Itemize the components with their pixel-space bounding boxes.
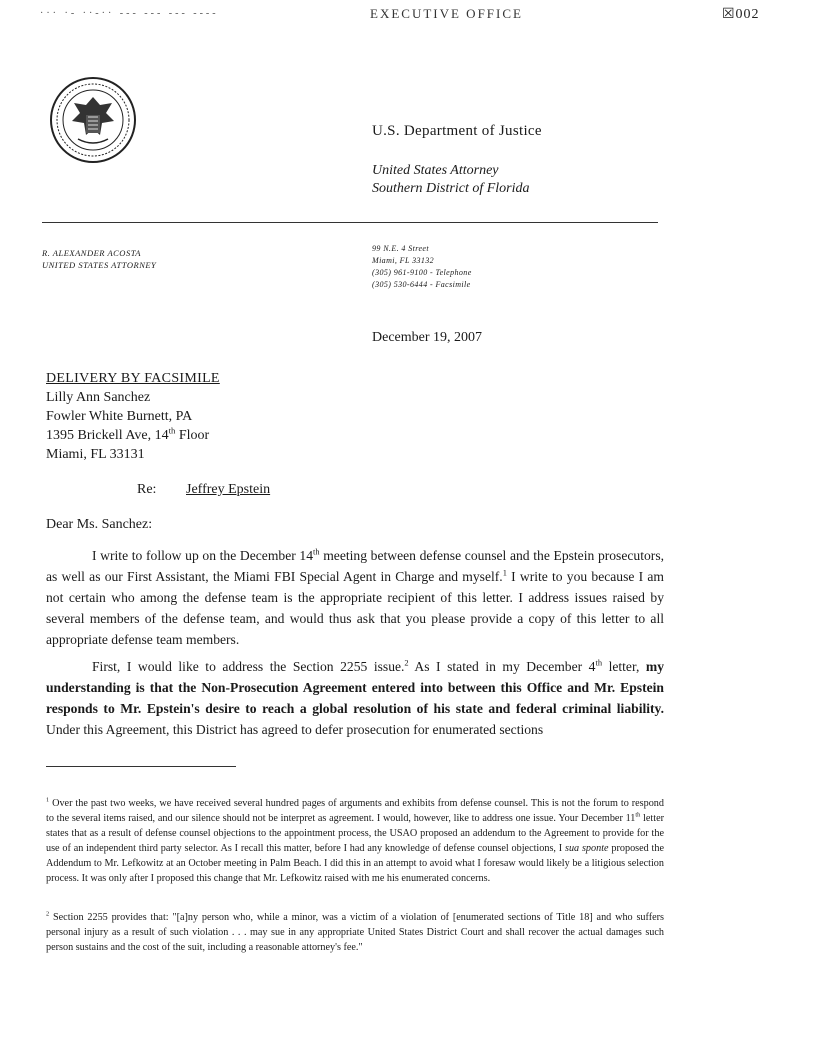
delivery-method: DELIVERY BY FACSIMILE — [46, 371, 220, 386]
department-title: U.S. Department of Justice — [372, 123, 542, 139]
recipient-city: Miami, FL 33131 — [46, 447, 145, 462]
re-label: Re: — [137, 482, 157, 497]
footnote-1: $^1$ Over the past two weeks, we have received several hundred pages of arguments and exhibits from defense counsel. This is not the forum to respond to the several items raised, and our silence should not be interpret as agreement. I would, however, like to address one issue. Your December 11th letter states that as a result of defense counsel objections to the appointment process, the USAO proposed an addendum to the Agreement to provide for the use of an independent third party selector. As I recall this matter, before I had any knowledge of defense counsel objections, I sua sponte proposed the Addendum to Mr. Lefkowitz at an October meeting in Palm Beach. I did this in an attempt to avoid what I foresaw would likely be a litigious selection process. It was only after I proposed this change that Mr. Lefkowitz raised with me his enumerated concerns. — [46, 796, 665, 884]
footnote-2: $^2$ Section 2255 provides that: "[a]ny person who, while a minor, was a victim of a violation of [enumerated sections of Title 18] and who suffers personal injury as a result of such violation . . . may sue in any appropriate United States District Court and shall recover the actual damages such person sustains and the cost of the suit, including a reasonable attorney's fee." — [46, 910, 664, 953]
fax-page-marker: ☒002 — [722, 7, 760, 22]
address-line-2: Miami, FL 33132 — [372, 256, 435, 265]
address-line-1: 99 N.E. 4 Street — [372, 244, 429, 253]
attorney-title: UNITED STATES ATTORNEY — [42, 260, 157, 270]
bold-statement: my understanding is that the Non-Prosecution Agreement entered into between this Office and Mr. Epstein responds to Mr. Epstein's desire to reach a global resolution of his state and federal criminal liability. — [46, 659, 664, 716]
fax-header — [0, 0, 816, 28]
recipient-name: Lilly Ann Sanchez — [46, 390, 151, 405]
salutation: Dear Ms. Sanchez: — [46, 517, 153, 532]
attorney-name: R. ALEXANDER ACOSTA — [42, 248, 141, 258]
body-paragraph-2: First, I would like to address the Section 2255 issue.$^2$ As I stated in my December 4th letter, my understanding is that the Non-Prosecution Agreement entered into between this Office and Mr. Epstein responds to Mr. Epstein's desire to reach a global resolution of his state and federal criminal liability. Under this Agreement, this District has agreed to defer prosecution for enumerated sections — [46, 657, 664, 737]
recipient-firm: Fowler White Burnett, PA — [46, 409, 193, 424]
address-fax: (305) 530-6444 - Facsimile — [372, 280, 471, 289]
recipient-street: 1395 Brickell Ave, 14th Floor — [46, 425, 210, 443]
fax-header-office: EXECUTIVE OFFICE — [370, 6, 523, 21]
body-paragraph-1: I write to follow up on the December 14th meeting between defense counsel and the Epstein prosecutors, as well as our First Assistant, the Miami FBI Special Agent in Charge and myself.$^1$ I write to you because I am not certain who among the defense team is the appropriate recipient of this letter. I address issues raised by several members of the defense team, and would thus ask that you please provide a copy of this letter to all appropriate defense team members. — [46, 546, 665, 647]
office-line-2: Southern District of Florida — [372, 181, 530, 196]
letter-date: December 19, 2007 — [372, 330, 483, 345]
fax-header-left: ··· ·- ··-·· --- --- --- ---- — [40, 8, 219, 19]
office-line-1: United States Attorney — [372, 163, 499, 178]
doj-seal-icon — [48, 75, 138, 165]
re-subject: Jeffrey Epstein — [186, 482, 271, 497]
letterhead-divider — [42, 222, 658, 223]
footnote-divider — [46, 766, 236, 767]
address-phone: (305) 961-9100 - Telephone — [372, 268, 472, 277]
